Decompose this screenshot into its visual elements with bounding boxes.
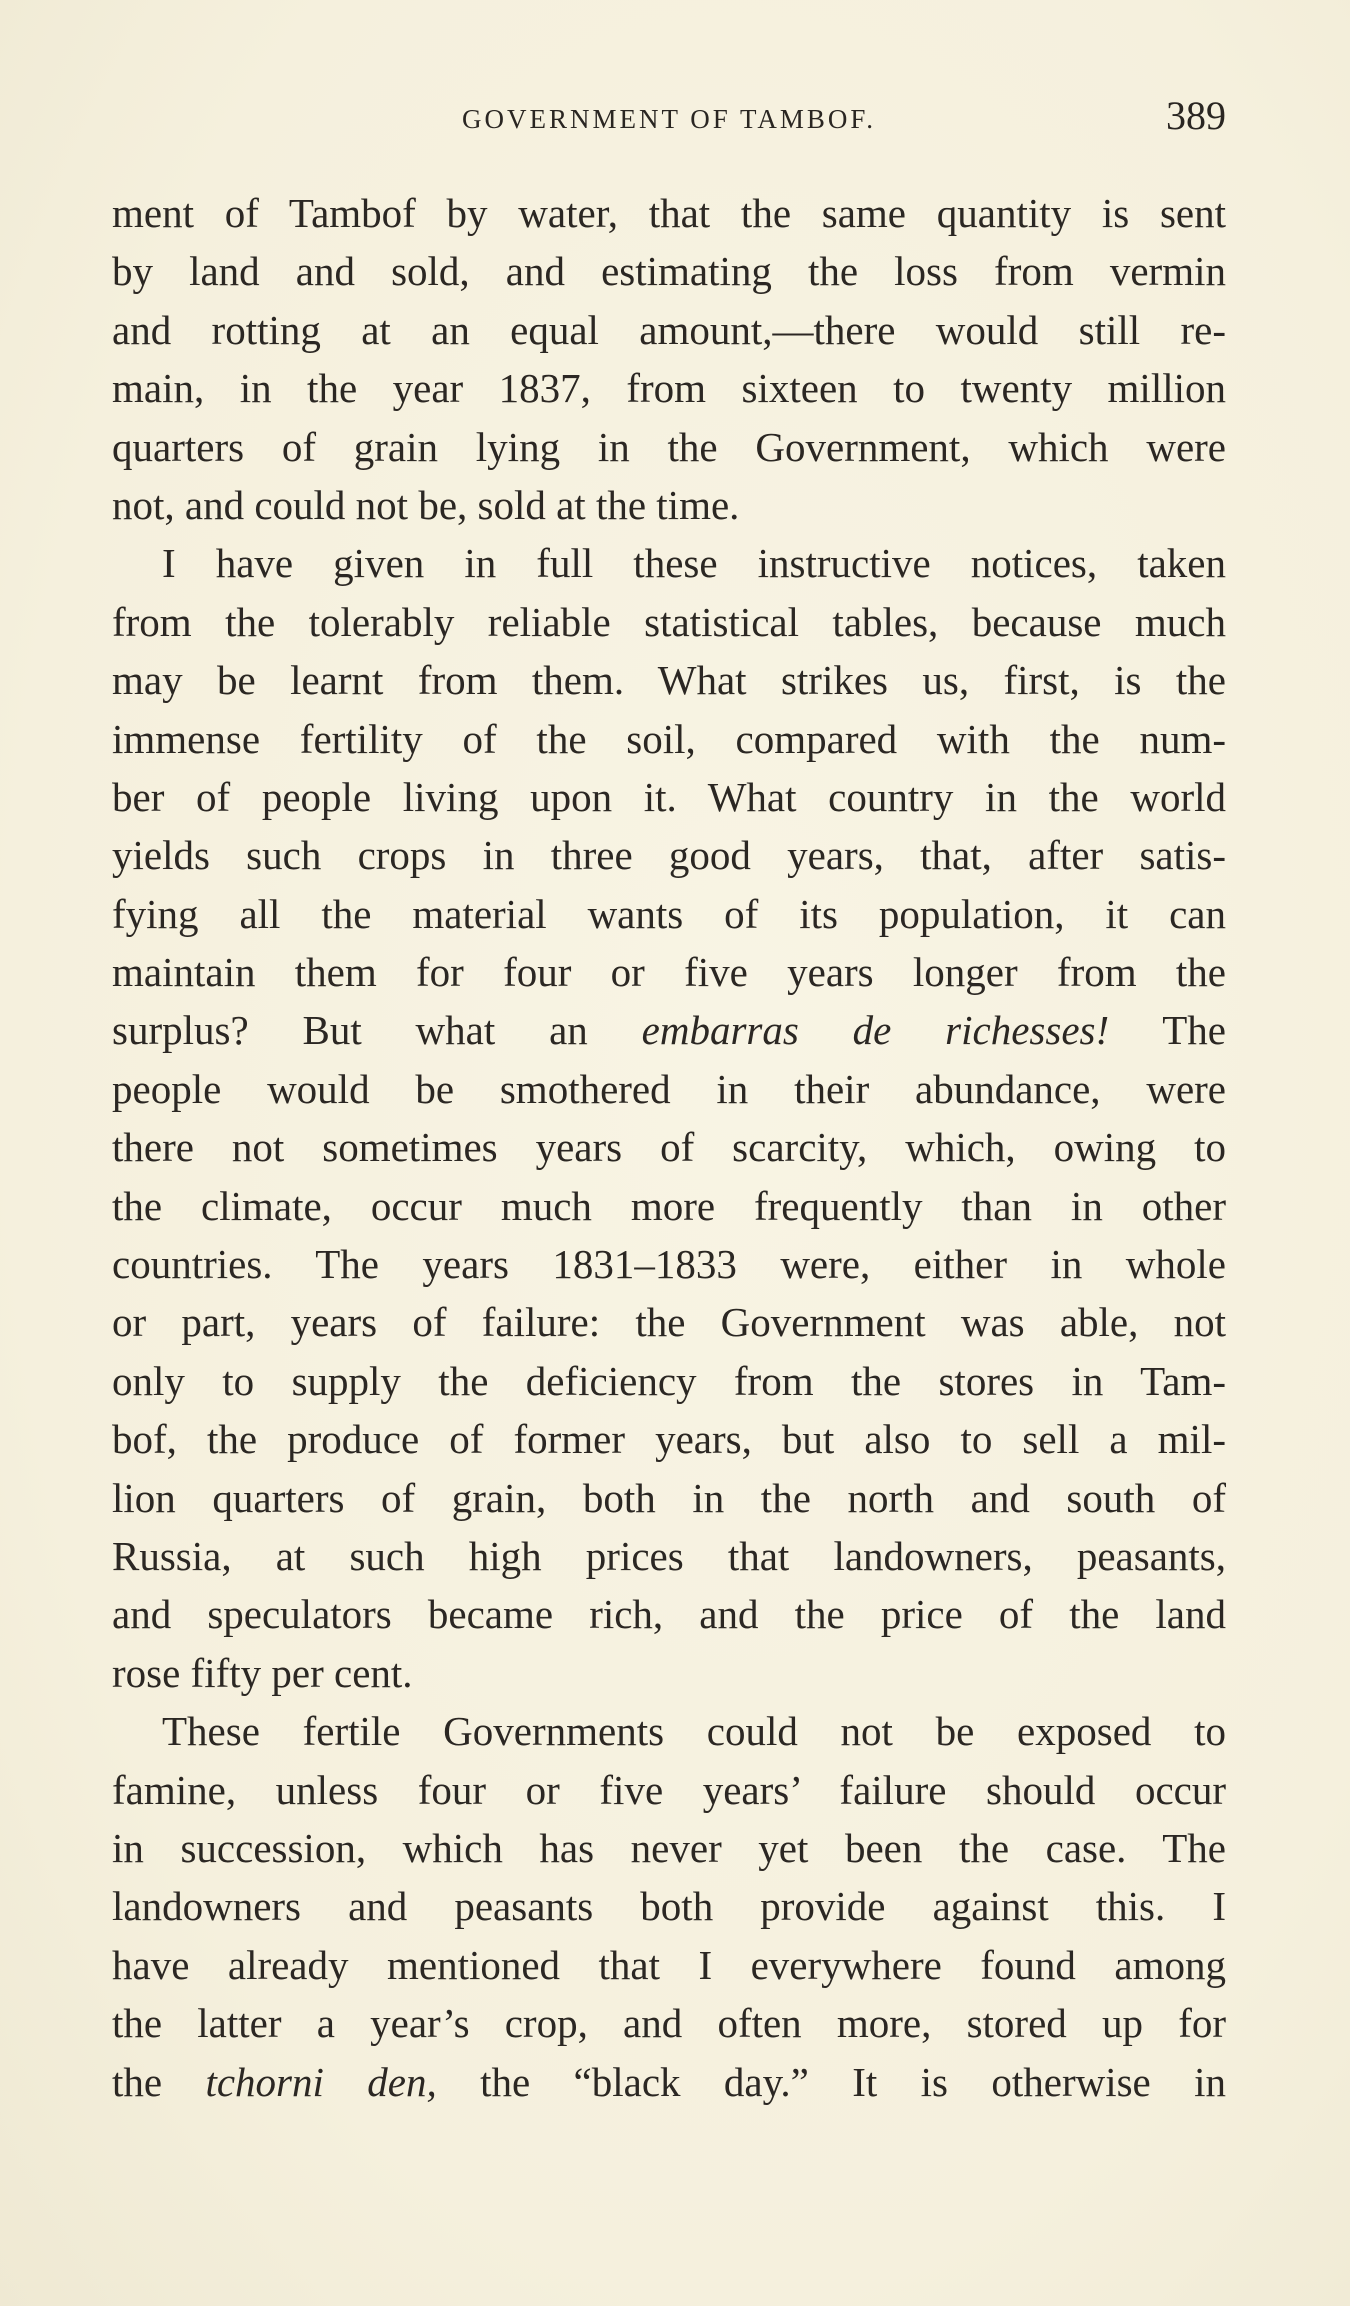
text-line: quarters of grain lying in the Government, which were [112,423,1226,470]
text-line: may be learnt from them. What strikes us, first, is the [112,657,1226,704]
italic-phrase: tchorni den, [205,2058,437,2105]
text-line: These fertile Governments could not be exposed to [162,1708,1226,1755]
page-number: 389 [1166,93,1226,138]
text-line: ment of Tambof by water, that the same quantity is sent [112,190,1226,236]
text-line: ber of people living upon it. What country in the world [112,773,1226,820]
text-line: lion quarters of grain, both in the north and south of [112,1474,1226,1521]
text-line-mixed [112,2053,1226,2111]
text-line: the climate, occur much more frequently than in other [112,1182,1226,1229]
text-line: and speculators became rich, and the price of the land [112,1591,1226,1638]
text-segment: the “black day.” It is otherwise in [436,2058,1226,2105]
text-line: only to supply the deficiency from the stores in Tam- [112,1357,1226,1404]
text-line: people would be smothered in their abundance, were [112,1065,1226,1112]
text-line: main, in the year 1837, from sixteen to twenty million [112,365,1226,412]
text-line-mixed [112,1001,1226,1059]
text-line: Russia, at such high prices that landowners, peasants, [112,1532,1226,1579]
text-line: countries. The years 1831–1833 were, either in whole [112,1241,1226,1288]
text-line: in succession, which has never yet been the case. The [112,1824,1226,1871]
text-segment: the [112,2058,206,2105]
text-segment: surplus? But what an [112,1007,642,1054]
text-line: have already mentioned that I everywhere found among [112,1941,1226,1988]
text-line: not, and could not be, sold at the time. [112,481,740,528]
text-line: I have given in full these instructive notices, taken [162,540,1226,587]
running-title: GOVERNMENT OF TAMBOF. [462,104,876,134]
text-line: or part, years of failure: the Government was able, not [112,1299,1226,1346]
text-line: and rotting at an equal amount,—there would still re- [112,306,1226,353]
text-line: fying all the material wants of its population, it can [112,890,1226,937]
running-head [112,92,1226,142]
text-line: by land and sold, and estimating the loss from vermin [112,248,1226,295]
text-segment: The [1109,1007,1226,1054]
body-text [112,184,1226,2111]
text-line: there not sometimes years of scarcity, which, owing to [112,1124,1226,1171]
text-line: maintain them for four or five years longer from the [112,949,1226,996]
text-line: yields such crops in three good years, that, after satis- [112,832,1226,879]
text-line: the latter a year’s crop, and often more, stored up for [112,2000,1226,2047]
text-line: rose fifty per cent. [112,1649,413,1696]
text-line: from the tolerably reliable statistical tables, because much [112,598,1226,645]
text-line: landowners and peasants both provide against this. I [112,1883,1226,1930]
italic-phrase: embarras de richesses! [641,1007,1110,1054]
text-line: immense fertility of the soil, compared with the num- [112,715,1226,762]
text-line: famine, unless four or five years’ failure should occur [112,1766,1226,1813]
text-line: bof, the produce of former years, but also to sell a mil- [112,1416,1226,1463]
